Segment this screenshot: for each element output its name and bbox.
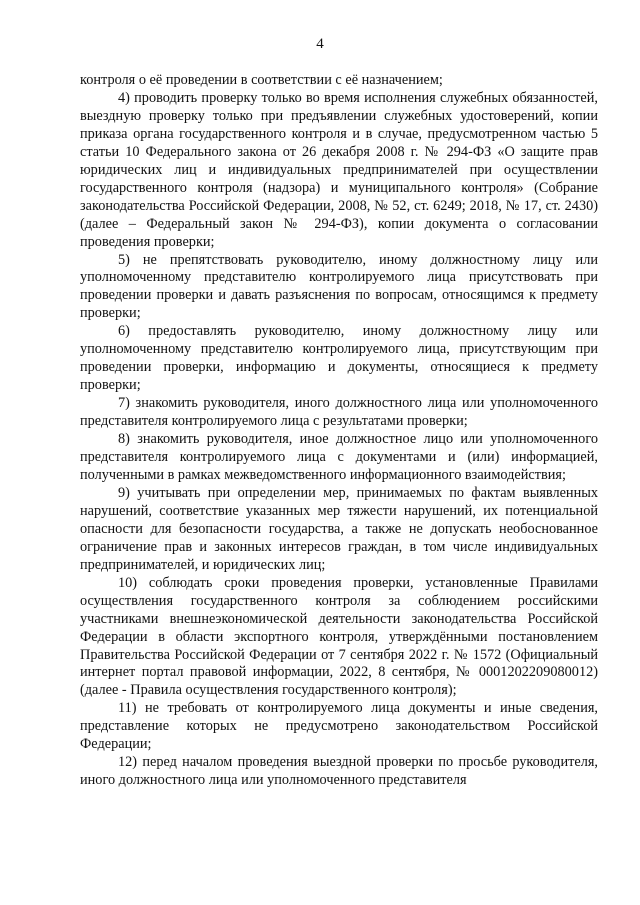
paragraph-item-9: 9) учитывать при определении мер, принимаемых по фактам выявленных нарушений, соответствие указанных мер тяжести нарушений, их потенциальной опасности для безопасности государства, а также не допускать необоснованное ограничение прав и законных интересов граждан, в том числе индивидуальных предпринимателей, и юридических лиц; [80, 484, 598, 573]
paragraph-item-11: 11) не требовать от контролируемого лица документы и иные сведения, представление которых не предусмотрено законодательством Российской Федерации; [80, 700, 598, 753]
page-number: 4 [316, 36, 324, 52]
paragraph-item-8: 8) знакомить руководителя, иное должностное лицо или уполномоченного представителя контролируемого лица с документами и (или) информацией, полученными в рамках межведомственного информационного взаимодействия; [80, 431, 598, 483]
paragraph-item-4: 4) проводить проверку только во время исполнения служебных обязанностей, выездную проверку только при предъявлении служебных удостоверений, копии приказа органа государственного контроля и в случае, предусмотренном частью 5 статьи 10 Федерального закона от 26 декабря 2008 г. № 294-ФЗ «О защите прав юридических лиц и индивидуальных предпринимателей при осуществлении государственного контроля (надзора) и муниципального контроля» (Собрание законодательства Российской Федерации, 2008, № 52, ст. 6249; 2018, № 17, ст. 2430) (далее – Федеральный закон № 294-ФЗ), копии документа о согласовании проведения проверки; [80, 89, 598, 250]
paragraph-continuation: контроля о её проведении в соответствии с её назначением; [80, 72, 443, 88]
paragraph-item-7: 7) знакомить руководителя, иного должностного лица или уполномоченного представителя контролируемого лица с результатами проверки; [80, 395, 598, 430]
paragraph-item-5: 5) не препятствовать руководителю, иному должностному лицу или уполномоченному представителю контролируемого лица присутствовать при проведении проверки и давать разъяснения по вопросам, относящимся к предмету проверки; [80, 251, 598, 322]
paragraph-item-12: 12) перед началом проведения выездной проверки по просьбе руководителя, иного должностного лица или уполномоченного представителя [80, 754, 598, 789]
document-body [80, 72, 598, 790]
paragraph-item-6: 6) предоставлять руководителю, иному должностному лицу или уполномоченному представителю контролируемого лица, присутствующим при проведении проверки, информацию и документы, относящиеся к предмету проверки; [80, 323, 598, 394]
paragraph-item-10: 10) соблюдать сроки проведения проверки, установленные Правилами осуществления государственного контроля за соблюдением российскими участниками внешнеэкономической деятельности законодательства Российской Федерации в области экспортного контроля, утверждёнными постановлением Правительства Российской Федерации от 7 сентября 2022 г. № 1572 (Официальный интернет портал правовой информации, 2022, 8 сентября, № 0001202209080012) (далее - Правила осуществления государственного контроля); [80, 574, 598, 699]
